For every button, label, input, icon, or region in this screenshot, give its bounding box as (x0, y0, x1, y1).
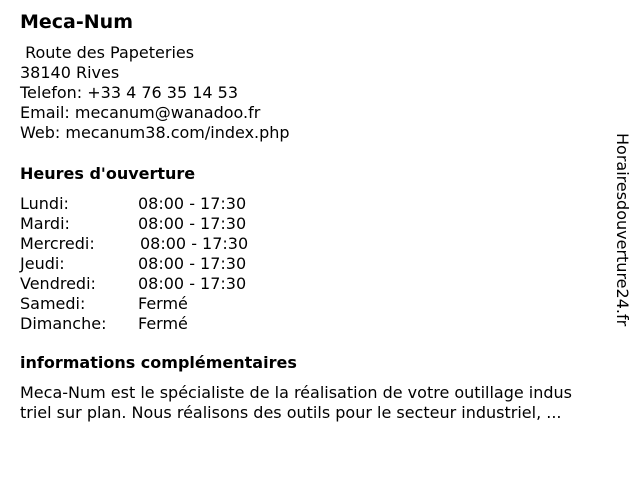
hours-row-friday (20, 274, 380, 294)
hours-row-saturday (20, 294, 380, 314)
site-watermark: Horairesdouverture24.fr (613, 133, 632, 327)
website-address: Web: mecanum38.com/index.php (20, 123, 290, 142)
hours-heading: Heures d'ouverture (20, 164, 196, 183)
time-value: 08:00 - 17:30 (138, 254, 247, 273)
day-label: Dimanche: (20, 314, 107, 333)
address-city: 38140 Rives (20, 63, 120, 82)
hours-row-sunday (20, 314, 380, 334)
opening-hours-table (20, 194, 380, 334)
time-value: 08:00 - 17:30 (140, 234, 249, 253)
hours-row-wednesday (20, 234, 380, 254)
contact-block (20, 43, 290, 143)
day-label: Vendredi: (20, 274, 96, 293)
description-line: Meca-Num est le spécialiste de la réalisation de votre outillage indus (20, 383, 573, 402)
email-address: Email: mecanum@wanadoo.fr (20, 103, 261, 122)
business-description (20, 383, 620, 423)
time-value: 08:00 - 17:30 (138, 274, 247, 293)
day-label: Mercredi: (20, 234, 95, 253)
time-value: 08:00 - 17:30 (138, 194, 247, 213)
description-line: triel sur plan. Nous réalisons des outils pour le secteur industriel, ... (20, 403, 562, 422)
time-value: 08:00 - 17:30 (138, 214, 247, 233)
day-label: Mardi: (20, 214, 70, 233)
hours-row-tuesday (20, 214, 380, 234)
day-label: Samedi: (20, 294, 86, 313)
address-street: Route des Papeteries (20, 43, 195, 62)
hours-row-monday (20, 194, 380, 214)
info-heading: informations complémentaires (20, 353, 297, 372)
business-name: Meca-Num (20, 11, 133, 33)
day-label: Jeudi: (20, 254, 65, 273)
day-label: Lundi: (20, 194, 69, 213)
hours-row-thursday (20, 254, 380, 274)
time-value: Fermé (138, 294, 188, 313)
phone-number: Telefon: +33 4 76 35 14 53 (20, 83, 239, 102)
time-value: Fermé (138, 314, 188, 333)
